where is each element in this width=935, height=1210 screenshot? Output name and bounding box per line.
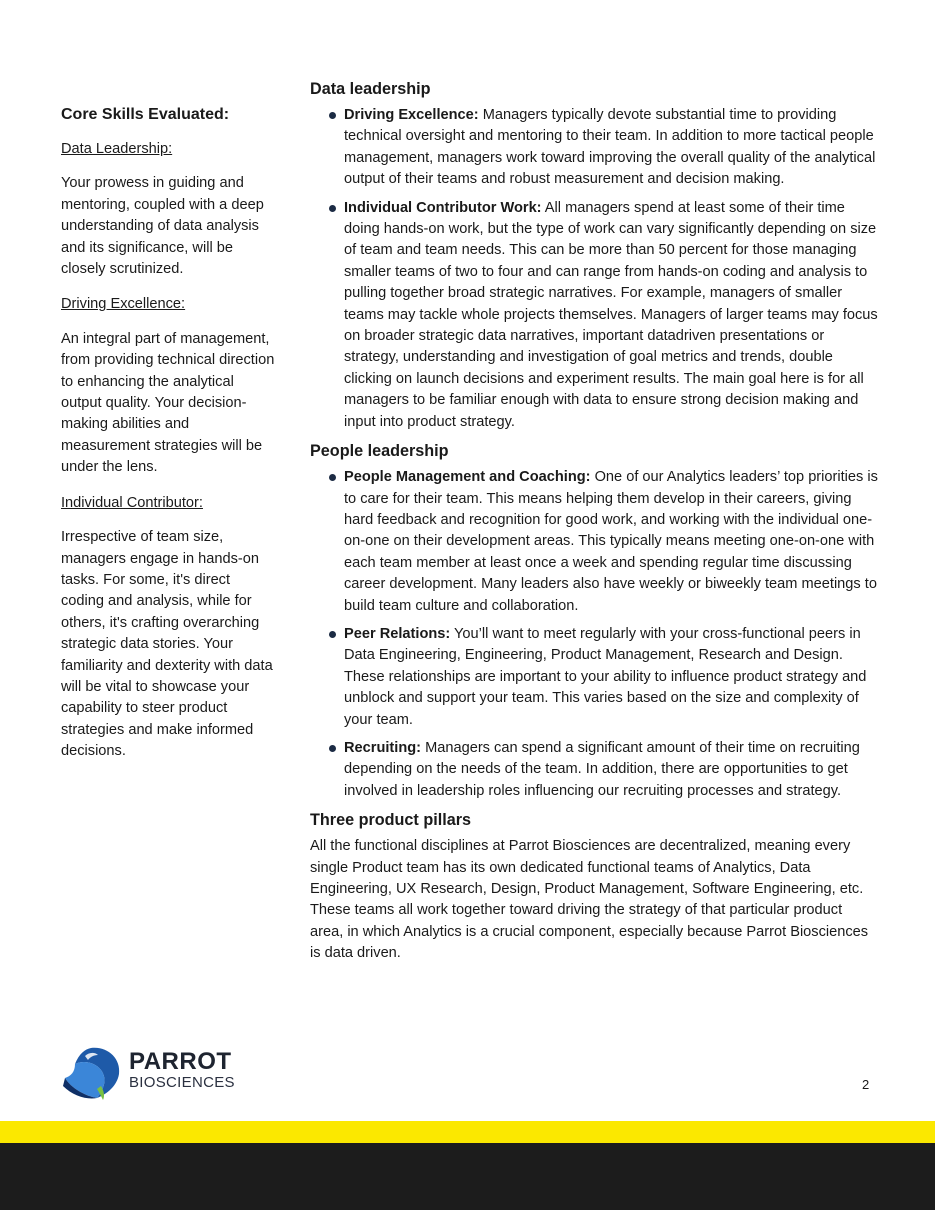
bullet-people-management bbox=[310, 467, 878, 617]
sidebar-heading-data-leadership: Data Leadership: bbox=[61, 141, 173, 157]
section-title-three-product-pillars: Three product pillars bbox=[310, 811, 472, 830]
core-skills-sidebar bbox=[61, 104, 277, 777]
bullet-driving-excellence bbox=[310, 105, 878, 191]
footer-yellow-stripe bbox=[0, 1121, 935, 1143]
bullet-dot-icon bbox=[329, 474, 336, 481]
bullet-text: You’ll want to meet regularly with your cross-functional peers in Data Engineering, Engineering, Product Management, Research and Design. These relationships are important to your ability to influence product strategy and unblock and support your team. This varies based on the size and complexity of your team. bbox=[344, 625, 867, 728]
footer-dark-band bbox=[0, 1143, 935, 1210]
section-title-people-leadership: People leadership bbox=[310, 442, 449, 461]
bullet-dot-icon bbox=[329, 112, 336, 119]
company-logo bbox=[61, 1046, 241, 1100]
bullet-label: People Management and Coaching: bbox=[344, 469, 591, 486]
sidebar-text-driving-excellence: An integral part of management, from providing technical direction to enhancing the analytical output quality. Your decision-making abilities and measurement strategies will be under the lens. bbox=[61, 330, 275, 476]
bullet-label: Peer Relations: bbox=[344, 625, 451, 642]
bullet-text: One of our Analytics leaders’ top priorities is to care for their team. This means helping them develop in their careers, giving hard feedback and recognition for good work, and working with the individual one-on-one on their development areas. This typically means meeting one-on-one with each team member at least once a week and spending regular time discussing career development. Many leaders also have weekly or biweekly team meetings to build team culture and collaboration. bbox=[344, 469, 878, 614]
bullet-dot-icon bbox=[329, 745, 336, 752]
main-content bbox=[310, 78, 878, 965]
sidebar-heading-individual-contributor: Individual Contributor: bbox=[61, 494, 203, 511]
section-title-data-leadership: Data leadership bbox=[310, 80, 431, 98]
data-leadership-list bbox=[310, 105, 878, 433]
sidebar-title: Core Skills Evaluated: bbox=[61, 106, 230, 123]
sidebar-heading-driving-excellence: Driving Excellence: bbox=[61, 296, 186, 313]
bullet-recruiting bbox=[310, 738, 878, 802]
bullet-text: Managers typically devote substantial time to providing technical oversight and mentoring to their team. In addition to more tactical people management, managers work toward improving the overall quality of the analytical output of their teams and robust measurement and decision making. bbox=[344, 107, 876, 188]
bullet-text: All managers spend at least some of their time doing hands-on work, but the type of work can vary significantly depending on size of team and team needs. This can be more than 50 percent for those managing smaller teams of two to four and can range from hands-on coding and analysis to pulling together broad strategic narratives. For example, managers of smaller teams may tackle whole projects themselves. Managers of larger teams may focus on broader strategic data narratives, important datadriven presentations or strategy, understanding and investigation of goal metrics and trends, double clicking on launch decisions and experiment results. The main goal here is for all managers to be familiar enough with data to ensure strong decision making and input into product strategy. bbox=[344, 199, 878, 430]
three-product-pillars-paragraph: All the functional disciplines at Parrot Biosciences are decentralized, meaning every single Product team has its own dedicated functional teams of Analytics, Data Engineering, UX Research, Design, Product Management, Software Engineering, etc. These teams all work together toward driving the strategy of that particular product area, in which Analytics is a crucial component, especially because Parrot Biosciences is data driven. bbox=[310, 838, 869, 962]
parrot-logo-icon bbox=[61, 1046, 125, 1100]
bullet-peer-relations bbox=[310, 624, 878, 731]
bullet-text: Managers can spend a significant amount of their time on recruiting depending on the needs of the team. In addition, there are opportunities to get involved in leadership roles influencing our recruiting processes and strategy. bbox=[344, 739, 860, 799]
bullet-label: Driving Excellence: bbox=[344, 107, 479, 123]
logo-subtitle: BIOSCIENCES bbox=[129, 1074, 235, 1091]
bullet-label: Recruiting: bbox=[344, 739, 422, 756]
page-number: 2 bbox=[862, 1077, 870, 1092]
logo-name: PARROT bbox=[129, 1048, 232, 1075]
sidebar-text-data-leadership: Your prowess in guiding and mentoring, coupled with a deep understanding of data analysis and its significance, will be closely scrutinized. bbox=[61, 175, 264, 278]
bullet-label: Individual Contributor Work: bbox=[344, 199, 542, 216]
bullet-dot-icon bbox=[329, 205, 336, 212]
people-leadership-list bbox=[310, 467, 878, 802]
bullet-individual-contributor-work bbox=[310, 198, 878, 433]
sidebar-text-individual-contributor: Irrespective of team size, managers engage in hands-on tasks. For some, it's direct coding and analysis, while for others, it's crafting overarching strategic data stories. Your familiarity and dexterity with data will be vital to showcase your capability to steer product strategies and make informed decisions. bbox=[61, 529, 273, 760]
bullet-dot-icon bbox=[329, 631, 336, 638]
